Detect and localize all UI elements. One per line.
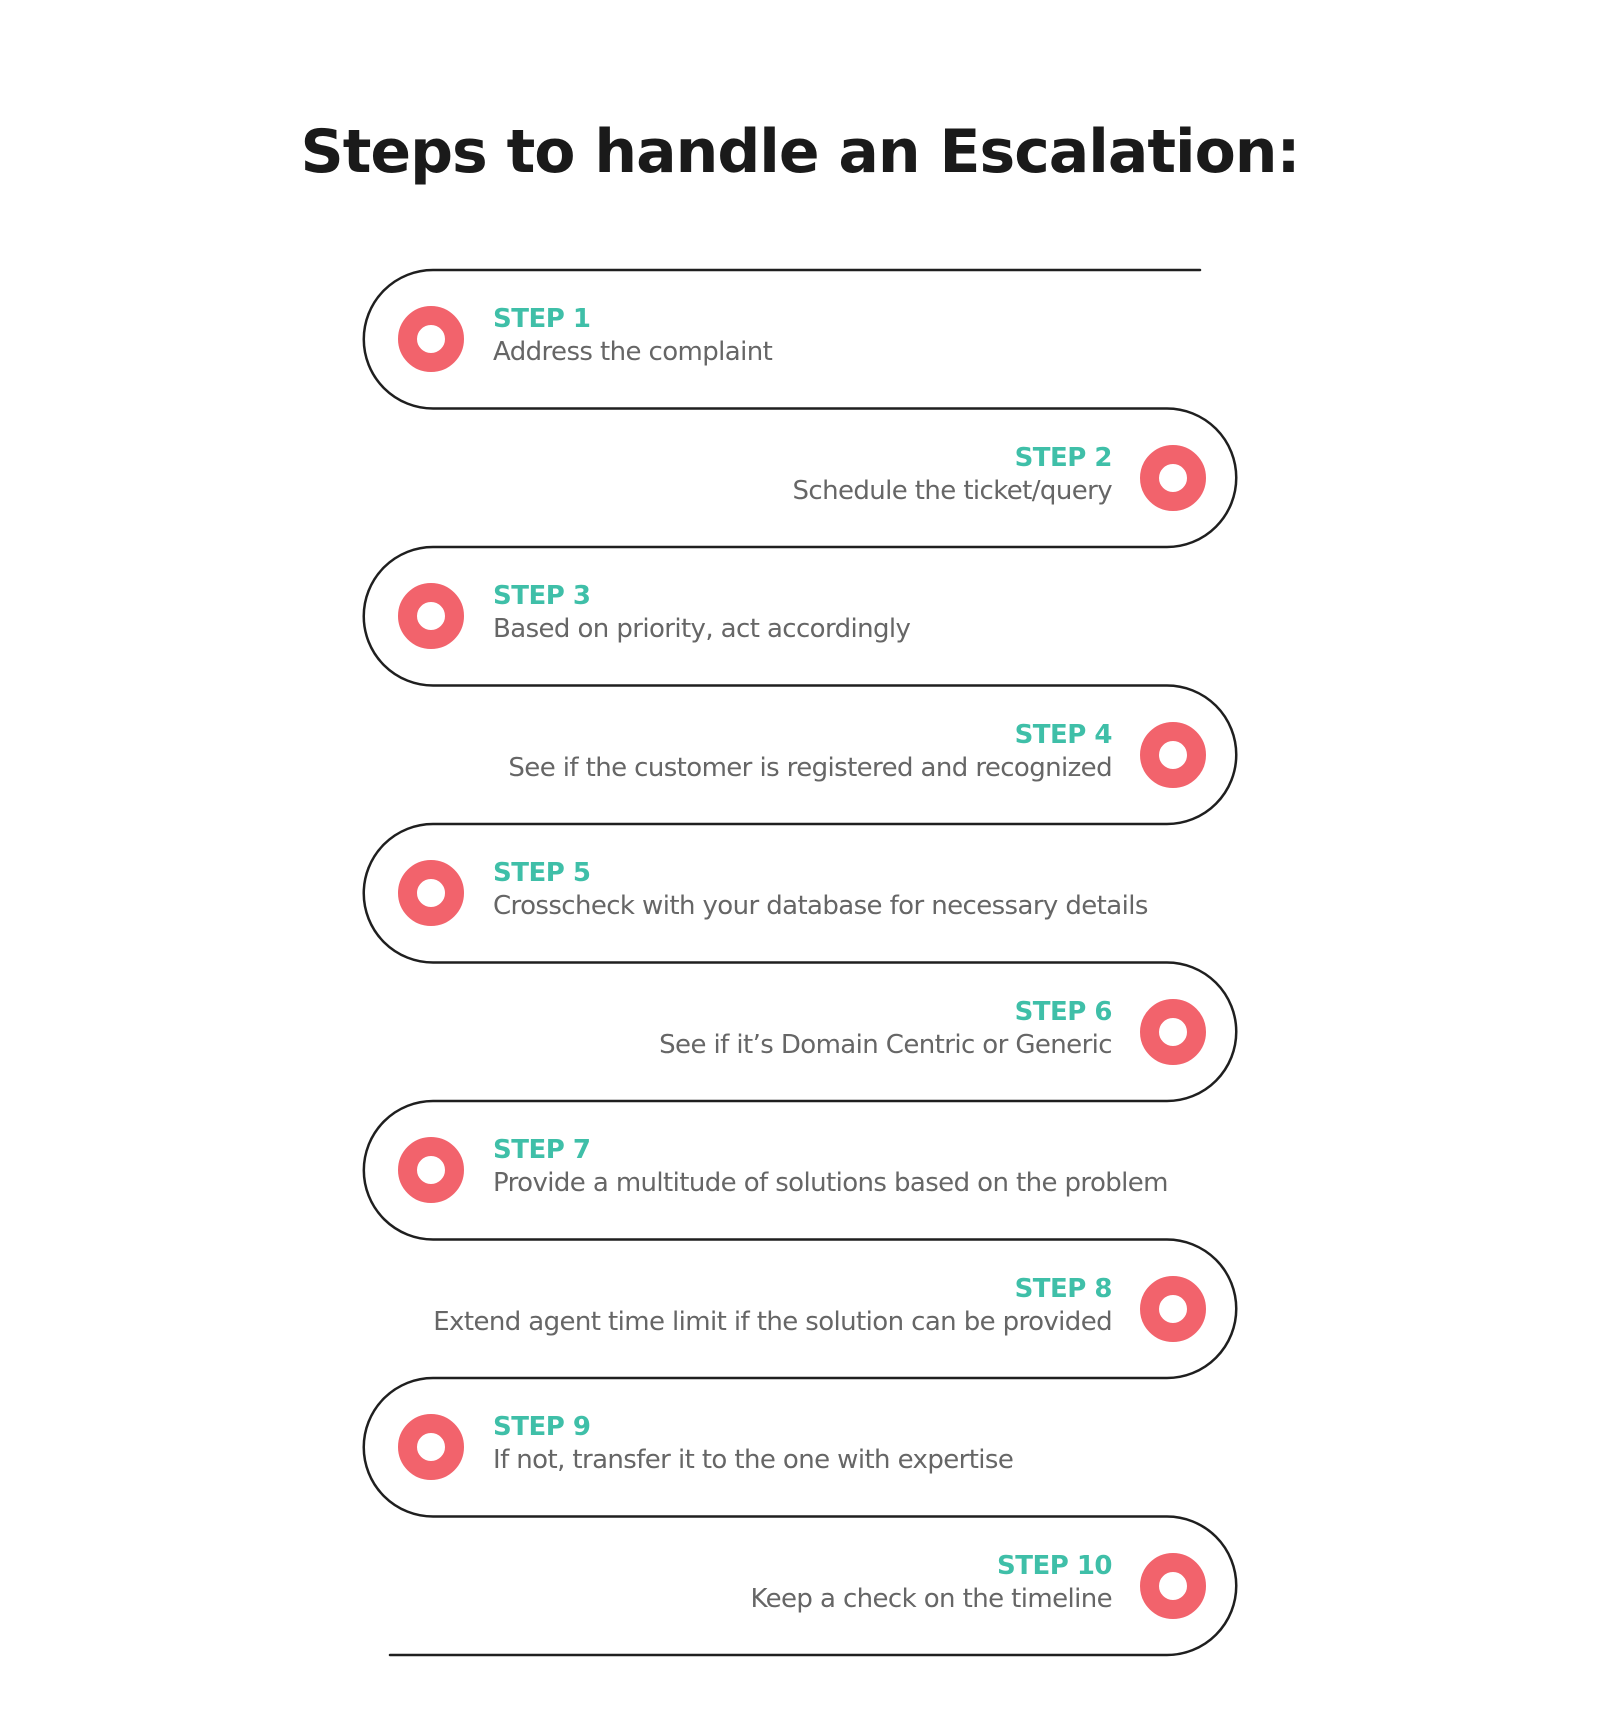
step-1-marker-icon (398, 306, 464, 372)
step-10 (352, 1550, 1112, 1616)
step-label: STEP 7 (493, 1135, 591, 1166)
step-4-marker-icon (1140, 722, 1206, 788)
step-description: Crosscheck with your database for necessary details (493, 891, 1148, 922)
step-6-marker-icon (1140, 999, 1206, 1065)
step-label: STEP 8 (1014, 1273, 1112, 1304)
step-6 (352, 996, 1112, 1062)
step-description: Address the complaint (493, 337, 773, 368)
step-label: STEP 6 (1014, 996, 1112, 1027)
step-2-marker-icon (1140, 445, 1206, 511)
step-label: STEP 4 (1014, 719, 1112, 750)
step-1 (493, 303, 1253, 369)
step-description: Schedule the ticket/query (792, 475, 1112, 506)
step-label: STEP 2 (1014, 442, 1112, 473)
step-description: See if the customer is registered and recognized (508, 752, 1112, 783)
step-5-marker-icon (398, 860, 464, 926)
step-9-marker-icon (398, 1414, 464, 1480)
step-8-marker-icon (1140, 1276, 1206, 1342)
step-label: STEP 1 (493, 304, 591, 335)
step-9 (493, 1411, 1253, 1477)
step-3-marker-icon (398, 583, 464, 649)
step-description: Extend agent time limit if the solution can be provided (433, 1306, 1112, 1337)
step-5 (493, 857, 1253, 923)
step-label: STEP 10 (996, 1550, 1112, 1581)
step-label: STEP 5 (493, 858, 591, 889)
step-8 (352, 1273, 1112, 1339)
diagram-title: Steps to handle an Escalation: (300, 117, 1300, 187)
step-description: Provide a multitude of solutions based on the problem (493, 1168, 1168, 1199)
step-description: Keep a check on the timeline (750, 1583, 1112, 1614)
step-7 (493, 1134, 1253, 1200)
step-4 (352, 719, 1112, 785)
step-3 (493, 580, 1253, 646)
step-10-marker-icon (1140, 1553, 1206, 1619)
step-label: STEP 9 (493, 1412, 591, 1443)
step-description: Based on priority, act accordingly (493, 614, 911, 645)
step-description: If not, transfer it to the one with expertise (493, 1445, 1014, 1476)
step-description: See if it’s Domain Centric or Generic (659, 1029, 1112, 1060)
step-2 (352, 442, 1112, 508)
step-7-marker-icon (398, 1137, 464, 1203)
step-label: STEP 3 (493, 581, 591, 612)
